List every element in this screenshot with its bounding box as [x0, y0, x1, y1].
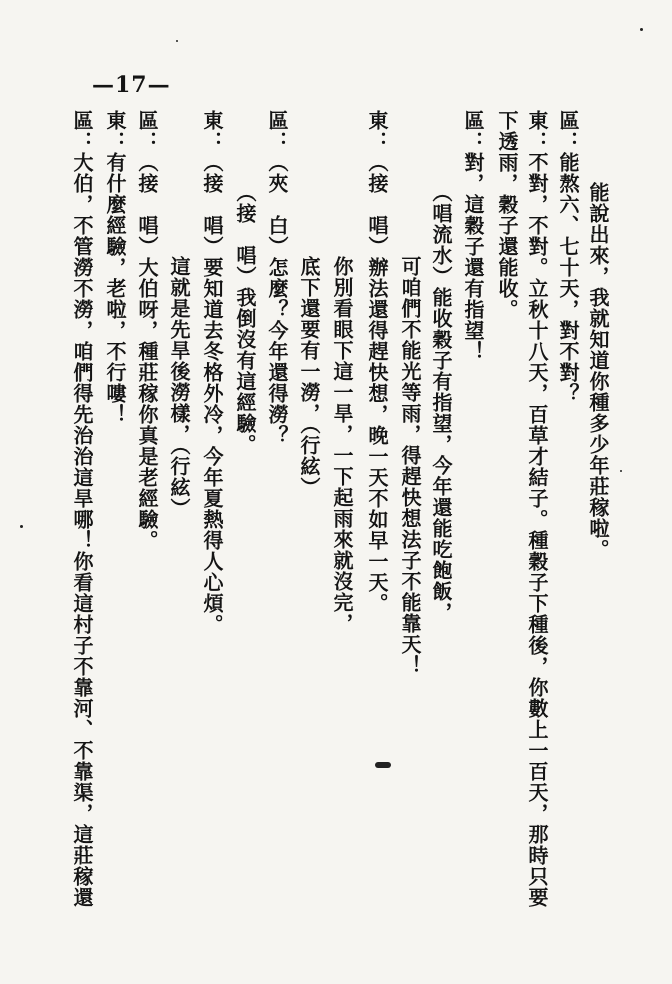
text-column-8: 東：（接 唱）辦法還得趕快想，晚一天不如早一天。 — [365, 110, 389, 614]
text-column-10: 底下還要有一澇，（行絃） — [297, 256, 321, 498]
text-column-7: 可咱們不能光等雨，得趕快想法子不能靠天！ — [398, 256, 422, 676]
text-column-1: 能說出來，我就知道你種多少年莊稼啦。 — [586, 182, 610, 560]
text-column-14: 這就是先旱後澇樣，（行絃） — [167, 256, 191, 519]
text-column-4: 下透雨，穀子還能收。 — [495, 110, 519, 320]
ink-speck — [20, 525, 23, 528]
text-column-6: （唱流水）能收穀子有指望，今年還能吃飽飯， — [429, 182, 453, 623]
text-column-5: 區：對，這穀子還有指望！ — [461, 110, 485, 362]
text-column-13: 東：（接 唱）要知道去冬格外冷，今年夏熱得人心煩。 — [200, 110, 224, 635]
ink-speck — [176, 40, 178, 42]
page-number: —17— — [92, 72, 171, 98]
text-column-15: 區：（接 唱）大伯呀，種莊稼你真是老經驗。 — [135, 110, 159, 551]
text-column-16: 東：有什麼經驗，老啦，不行嘍！ — [103, 110, 127, 425]
ink-speck — [640, 28, 643, 31]
text-column-17: 區：大伯，不管澇不澇，咱們得先治治這旱哪！你看這村子不靠河、不靠渠，這莊稼還 — [70, 110, 94, 908]
text-column-2: 區：能熬六、七十天，對不對？ — [556, 110, 580, 404]
text-column-12: （接 唱）我倒沒有這經驗。 — [233, 182, 257, 455]
text-column-11: 區：（夾 白）怎麼？今年還得澇？ — [265, 110, 289, 446]
text-column-3: 東：不對，不對。立秋十八天，百草才結子。種穀子下種後，你數上一百天，那時只要 — [525, 110, 549, 908]
text-column-9: 你別看眼下這一旱，一下起雨來就沒完， — [330, 256, 354, 634]
ink-speck — [620, 470, 622, 472]
ink-speck — [375, 762, 391, 768]
